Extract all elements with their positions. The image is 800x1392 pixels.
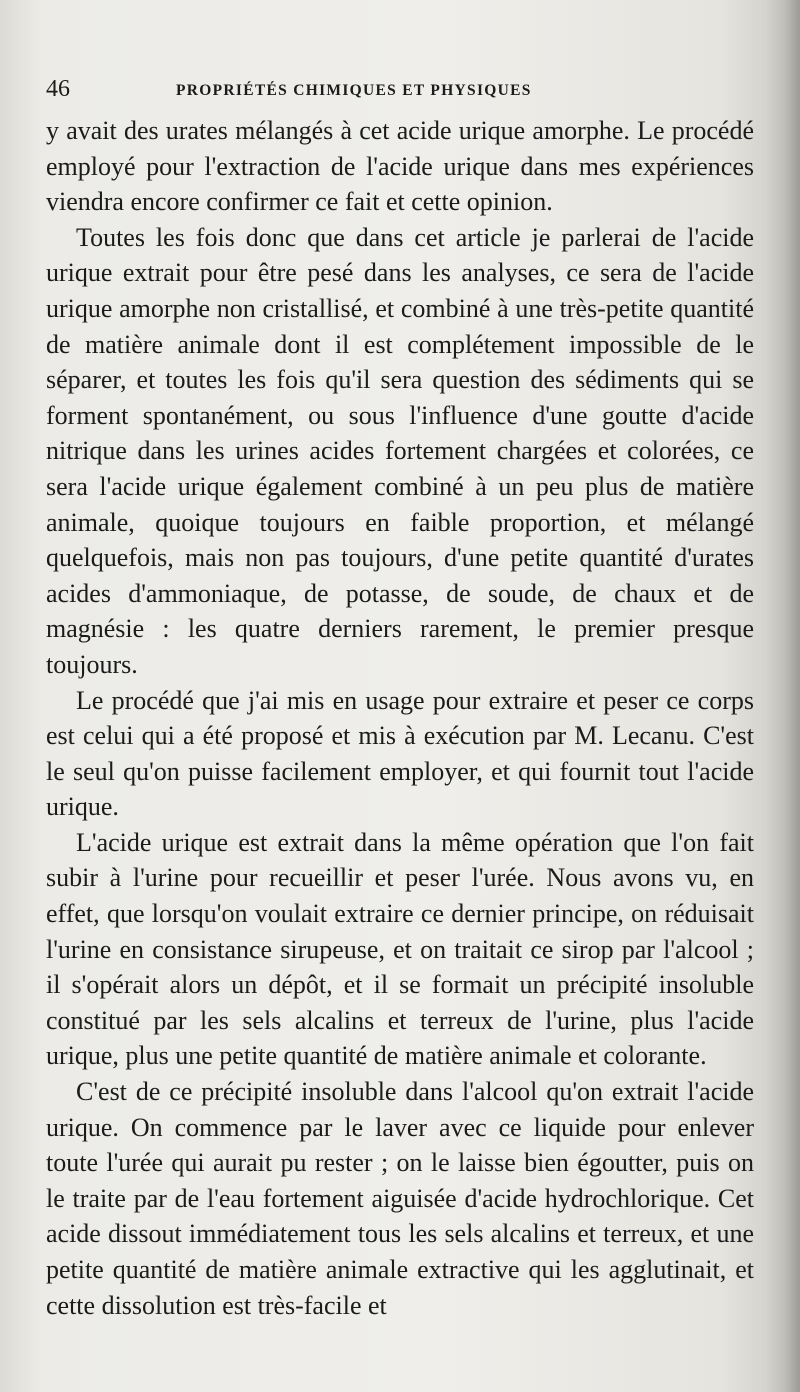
page-edge-shadow bbox=[766, 0, 800, 1392]
running-head: PROPRIÉTÉS CHIMIQUES ET PHYSIQUES bbox=[176, 82, 532, 99]
paragraph: L'acide urique est extrait dans la même opération que l'on fait subir à l'urine pour recueillir et peser l'urée. Nous avons vu, en effet, que lorsqu'on voulait extraire ce dernier principe, on réduisait l'urine en consistance sirupeuse, et on traitait ce sirop par l'alcool ; il s'opérait alors un dépôt, et il se formait un précipité insoluble constitué par les sels alcalins et terreux de l'urine, plus l'acide urique, plus une petite quantité de matière animale et colorante. bbox=[46, 827, 754, 1071]
paragraph-continuation: y avait des urates mélangés à cet acide urique amorphe. Le procédé employé pour l'extraction de l'acide urique dans mes expériences viendra encore confirmer ce fait et cette opinion. bbox=[46, 116, 754, 217]
paragraph: Toutes les fois donc que dans cet article je parlerai de l'acide urique extrait pour être pesé dans les analyses, ce sera de l'acide urique amorphe non cristallisé, et combiné à une très-petite quantité de matière animale dont il est complétement impossible de le séparer, et toutes les fois qu'il sera question des sédiments qui se forment spontanément, ou sous l'influence d'une goutte d'acide nitrique dans les urines acides fortement chargées et colorées, ce sera l'acide urique également combiné à un peu plus de matière animale, quoique toujours en faible proportion, et mélangé quelquefois, mais non pas toujours, d'une petite quantité d'urates acides d'ammoniaque, de potasse, de soude, de chaux et de magnésie : les quatre derniers rarement, le premier presque toujours. bbox=[46, 222, 754, 679]
body-text bbox=[46, 113, 754, 1323]
paragraph: C'est de ce précipité insoluble dans l'alcool qu'on extrait l'acide urique. On commence par le laver avec ce liquide pour enlever toute l'urée qui aurait pu rester ; on le laisse bien égoutter, puis on le traite par de l'eau fortement aiguisée d'acide hydrochlorique. Cet acide dissout immédiatement tous les sels alcalins et terreux, et une petite quantité de matière animale extractive qui les agglutinait, et cette dissolution est très-facile et bbox=[46, 1077, 754, 1320]
paragraph: Le procédé que j'ai mis en usage pour extraire et peser ce corps est celui qui a été proposé et mis à exécution par M. Lecanu. C'est le seul qu'on puisse facilement employer, et qui fournit tout l'acide urique. bbox=[46, 685, 754, 822]
page-header bbox=[46, 76, 746, 106]
page-number: 46 bbox=[46, 76, 70, 102]
